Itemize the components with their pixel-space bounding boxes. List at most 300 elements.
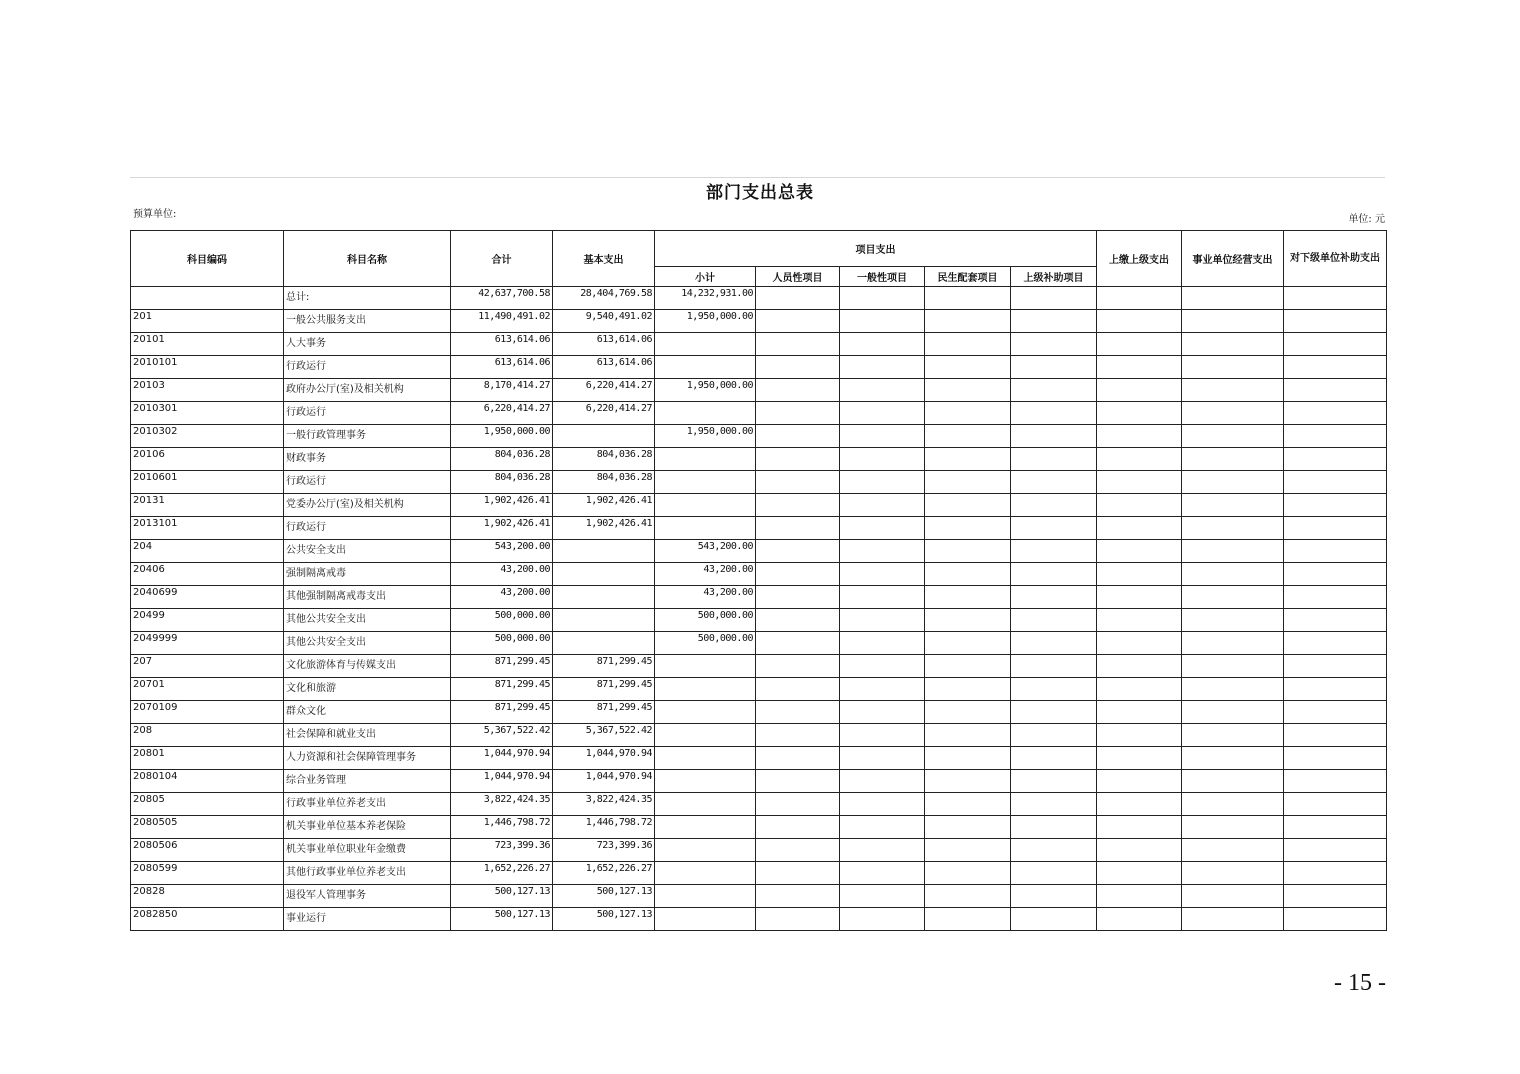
cell-general xyxy=(840,724,925,747)
cell-code: 20106 xyxy=(131,448,284,471)
cell-name: 行政运行 xyxy=(284,517,451,540)
cell-total: 613,614.06 xyxy=(451,356,553,379)
table-row xyxy=(131,287,1387,310)
cell-basic: 5,367,522.42 xyxy=(553,724,655,747)
cell-to-superior xyxy=(1097,839,1182,862)
cell-business xyxy=(1182,632,1284,655)
cell-business xyxy=(1182,379,1284,402)
cell-general xyxy=(840,379,925,402)
cell-to-subordinate xyxy=(1284,793,1387,816)
cell-name: 一般行政管理事务 xyxy=(284,425,451,448)
cell-personnel xyxy=(756,540,840,563)
cell-business xyxy=(1182,356,1284,379)
cell-general xyxy=(840,402,925,425)
cell-basic: 871,299.45 xyxy=(553,701,655,724)
cell-superior-subsidy xyxy=(1011,563,1097,586)
cell-basic: 6,220,414.27 xyxy=(553,402,655,425)
cell-basic: 9,540,491.02 xyxy=(553,310,655,333)
cell-name: 行政事业单位养老支出 xyxy=(284,793,451,816)
cell-business xyxy=(1182,333,1284,356)
header-basic: 基本支出 xyxy=(553,231,655,287)
cell-basic: 500,127.13 xyxy=(553,908,655,931)
cell-basic: 500,127.13 xyxy=(553,885,655,908)
cell-superior-subsidy xyxy=(1011,701,1097,724)
cell-business xyxy=(1182,816,1284,839)
cell-superior-subsidy xyxy=(1011,609,1097,632)
cell-total: 871,299.45 xyxy=(451,655,553,678)
cell-basic: 1,902,426.41 xyxy=(553,517,655,540)
cell-livelihood xyxy=(925,747,1011,770)
cell-code: 2080506 xyxy=(131,839,284,862)
header-superior-subsidy: 上级补助项目 xyxy=(1011,267,1097,287)
cell-to-subordinate xyxy=(1284,839,1387,862)
expenditure-table xyxy=(130,230,1387,931)
header-subtotal: 小计 xyxy=(655,267,756,287)
cell-basic: 1,902,426.41 xyxy=(553,494,655,517)
cell-basic: 1,446,798.72 xyxy=(553,816,655,839)
cell-livelihood xyxy=(925,632,1011,655)
cell-superior-subsidy xyxy=(1011,379,1097,402)
cell-name: 其他公共安全支出 xyxy=(284,632,451,655)
cell-basic: 3,822,424.35 xyxy=(553,793,655,816)
cell-basic: 613,614.06 xyxy=(553,356,655,379)
cell-business xyxy=(1182,885,1284,908)
cell-to-superior xyxy=(1097,678,1182,701)
cell-to-subordinate xyxy=(1284,908,1387,931)
table-row xyxy=(131,540,1387,563)
page-number: - 15 - xyxy=(1334,970,1386,996)
cell-total: 500,000.00 xyxy=(451,632,553,655)
cell-livelihood xyxy=(925,862,1011,885)
cell-to-superior xyxy=(1097,471,1182,494)
cell-to-subordinate xyxy=(1284,816,1387,839)
cell-general xyxy=(840,494,925,517)
cell-code: 2080104 xyxy=(131,770,284,793)
cell-personnel xyxy=(756,494,840,517)
cell-name: 人大事务 xyxy=(284,333,451,356)
cell-subtotal xyxy=(655,678,756,701)
cell-total: 11,490,491.02 xyxy=(451,310,553,333)
cell-subtotal xyxy=(655,908,756,931)
cell-to-subordinate xyxy=(1284,517,1387,540)
cell-superior-subsidy xyxy=(1011,333,1097,356)
cell-code: 20701 xyxy=(131,678,284,701)
cell-subtotal xyxy=(655,655,756,678)
cell-subtotal xyxy=(655,747,756,770)
cell-name: 其他强制隔离戒毒支出 xyxy=(284,586,451,609)
header-to-superior: 上缴上级支出 xyxy=(1097,231,1182,287)
cell-superior-subsidy xyxy=(1011,770,1097,793)
cell-code: 204 xyxy=(131,540,284,563)
cell-name: 机关事业单位基本养老保险 xyxy=(284,816,451,839)
cell-code: 207 xyxy=(131,655,284,678)
cell-basic: 871,299.45 xyxy=(553,678,655,701)
cell-total: 8,170,414.27 xyxy=(451,379,553,402)
cell-subtotal: 43,200.00 xyxy=(655,586,756,609)
cell-to-subordinate xyxy=(1284,540,1387,563)
cell-to-subordinate xyxy=(1284,724,1387,747)
cell-to-superior xyxy=(1097,862,1182,885)
cell-subtotal: 14,232,931.00 xyxy=(655,287,756,310)
cell-business xyxy=(1182,839,1284,862)
cell-to-superior xyxy=(1097,448,1182,471)
cell-total: 500,127.13 xyxy=(451,908,553,931)
cell-total: 871,299.45 xyxy=(451,678,553,701)
cell-superior-subsidy xyxy=(1011,586,1097,609)
cell-personnel xyxy=(756,793,840,816)
cell-to-superior xyxy=(1097,425,1182,448)
cell-personnel xyxy=(756,655,840,678)
cell-total: 1,902,426.41 xyxy=(451,494,553,517)
cell-code: 2010301 xyxy=(131,402,284,425)
cell-basic xyxy=(553,586,655,609)
cell-livelihood xyxy=(925,402,1011,425)
header-code: 科目编码 xyxy=(131,231,284,287)
cell-personnel xyxy=(756,770,840,793)
cell-to-superior xyxy=(1097,356,1182,379)
cell-personnel xyxy=(756,609,840,632)
cell-general xyxy=(840,816,925,839)
cell-personnel xyxy=(756,586,840,609)
cell-business xyxy=(1182,287,1284,310)
cell-basic: 613,614.06 xyxy=(553,333,655,356)
cell-code: 20406 xyxy=(131,563,284,586)
cell-name: 综合业务管理 xyxy=(284,770,451,793)
cell-basic: 28,404,769.58 xyxy=(553,287,655,310)
cell-livelihood xyxy=(925,517,1011,540)
cell-total: 3,822,424.35 xyxy=(451,793,553,816)
cell-name: 一般公共服务支出 xyxy=(284,310,451,333)
cell-personnel xyxy=(756,356,840,379)
cell-livelihood xyxy=(925,471,1011,494)
table-row xyxy=(131,885,1387,908)
table-row xyxy=(131,862,1387,885)
cell-to-subordinate xyxy=(1284,310,1387,333)
cell-to-superior xyxy=(1097,655,1182,678)
cell-subtotal: 1,950,000.00 xyxy=(655,310,756,333)
cell-name: 公共安全支出 xyxy=(284,540,451,563)
cell-subtotal xyxy=(655,770,756,793)
cell-total: 1,446,798.72 xyxy=(451,816,553,839)
cell-general xyxy=(840,540,925,563)
cell-business xyxy=(1182,908,1284,931)
cell-to-superior xyxy=(1097,517,1182,540)
cell-business xyxy=(1182,862,1284,885)
cell-general xyxy=(840,655,925,678)
cell-total: 804,036.28 xyxy=(451,448,553,471)
cell-personnel xyxy=(756,425,840,448)
cell-livelihood xyxy=(925,356,1011,379)
cell-to-subordinate xyxy=(1284,333,1387,356)
cell-superior-subsidy xyxy=(1011,747,1097,770)
cell-name: 行政运行 xyxy=(284,402,451,425)
cell-to-superior xyxy=(1097,816,1182,839)
cell-to-superior xyxy=(1097,310,1182,333)
cell-livelihood xyxy=(925,425,1011,448)
cell-superior-subsidy xyxy=(1011,793,1097,816)
cell-total: 871,299.45 xyxy=(451,701,553,724)
cell-general xyxy=(840,862,925,885)
cell-to-superior xyxy=(1097,701,1182,724)
cell-to-superior xyxy=(1097,724,1182,747)
cell-superior-subsidy xyxy=(1011,862,1097,885)
cell-superior-subsidy xyxy=(1011,471,1097,494)
cell-general xyxy=(840,448,925,471)
cell-to-subordinate xyxy=(1284,494,1387,517)
cell-livelihood xyxy=(925,287,1011,310)
cell-superior-subsidy xyxy=(1011,655,1097,678)
table-row xyxy=(131,770,1387,793)
cell-general xyxy=(840,793,925,816)
cell-code: 201 xyxy=(131,310,284,333)
table-row xyxy=(131,701,1387,724)
cell-to-subordinate xyxy=(1284,609,1387,632)
table-row xyxy=(131,678,1387,701)
cell-general xyxy=(840,908,925,931)
cell-livelihood xyxy=(925,816,1011,839)
table-row xyxy=(131,310,1387,333)
cell-livelihood xyxy=(925,724,1011,747)
cell-to-subordinate xyxy=(1284,632,1387,655)
cell-basic xyxy=(553,425,655,448)
cell-total: 1,950,000.00 xyxy=(451,425,553,448)
cell-livelihood xyxy=(925,793,1011,816)
cell-livelihood xyxy=(925,701,1011,724)
cell-superior-subsidy xyxy=(1011,724,1097,747)
cell-code: 20103 xyxy=(131,379,284,402)
cell-personnel xyxy=(756,678,840,701)
cell-general xyxy=(840,770,925,793)
cell-to-subordinate xyxy=(1284,770,1387,793)
cell-personnel xyxy=(756,632,840,655)
cell-total: 1,902,426.41 xyxy=(451,517,553,540)
cell-business xyxy=(1182,517,1284,540)
cell-name: 党委办公厅(室)及相关机构 xyxy=(284,494,451,517)
cell-code: 2010601 xyxy=(131,471,284,494)
table-row xyxy=(131,793,1387,816)
cell-to-subordinate xyxy=(1284,287,1387,310)
cell-to-superior xyxy=(1097,402,1182,425)
cell-subtotal xyxy=(655,448,756,471)
table-row xyxy=(131,609,1387,632)
table-row xyxy=(131,586,1387,609)
cell-code: 2010302 xyxy=(131,425,284,448)
cell-to-subordinate xyxy=(1284,747,1387,770)
cell-livelihood xyxy=(925,333,1011,356)
cell-basic: 1,044,970.94 xyxy=(553,747,655,770)
cell-code: 2040699 xyxy=(131,586,284,609)
cell-personnel xyxy=(756,839,840,862)
cell-name: 行政运行 xyxy=(284,356,451,379)
header-to-subordinate: 对下级单位补助支出 xyxy=(1284,231,1387,287)
cell-business xyxy=(1182,793,1284,816)
cell-personnel xyxy=(756,747,840,770)
cell-superior-subsidy xyxy=(1011,908,1097,931)
cell-livelihood xyxy=(925,609,1011,632)
cell-to-subordinate xyxy=(1284,356,1387,379)
cell-superior-subsidy xyxy=(1011,448,1097,471)
cell-basic: 1,652,226.27 xyxy=(553,862,655,885)
currency-unit-label: 单位: 元 xyxy=(1348,214,1385,225)
cell-to-superior xyxy=(1097,609,1182,632)
cell-livelihood xyxy=(925,586,1011,609)
cell-general xyxy=(840,425,925,448)
cell-total: 43,200.00 xyxy=(451,563,553,586)
cell-code xyxy=(131,287,284,310)
cell-subtotal xyxy=(655,494,756,517)
cell-general xyxy=(840,586,925,609)
cell-superior-subsidy xyxy=(1011,402,1097,425)
cell-business xyxy=(1182,448,1284,471)
cell-basic xyxy=(553,563,655,586)
cell-code: 208 xyxy=(131,724,284,747)
cell-name: 机关事业单位职业年金缴费 xyxy=(284,839,451,862)
cell-general xyxy=(840,885,925,908)
cell-superior-subsidy xyxy=(1011,540,1097,563)
cell-to-superior xyxy=(1097,885,1182,908)
cell-superior-subsidy xyxy=(1011,885,1097,908)
cell-business xyxy=(1182,655,1284,678)
cell-livelihood xyxy=(925,885,1011,908)
cell-business xyxy=(1182,471,1284,494)
cell-livelihood xyxy=(925,494,1011,517)
cell-total: 1,044,970.94 xyxy=(451,770,553,793)
table-row xyxy=(131,379,1387,402)
cell-personnel xyxy=(756,310,840,333)
cell-general xyxy=(840,632,925,655)
table-row xyxy=(131,333,1387,356)
cell-to-superior xyxy=(1097,379,1182,402)
cell-basic: 6,220,414.27 xyxy=(553,379,655,402)
cell-superior-subsidy xyxy=(1011,816,1097,839)
cell-business xyxy=(1182,310,1284,333)
cell-personnel xyxy=(756,448,840,471)
cell-livelihood xyxy=(925,908,1011,931)
cell-subtotal xyxy=(655,517,756,540)
table-row xyxy=(131,448,1387,471)
cell-name: 财政事务 xyxy=(284,448,451,471)
cell-name: 强制隔离戒毒 xyxy=(284,563,451,586)
cell-general xyxy=(840,517,925,540)
cell-superior-subsidy xyxy=(1011,632,1097,655)
cell-superior-subsidy xyxy=(1011,425,1097,448)
cell-total: 500,127.13 xyxy=(451,885,553,908)
cell-personnel xyxy=(756,862,840,885)
cell-personnel xyxy=(756,517,840,540)
cell-to-subordinate xyxy=(1284,563,1387,586)
cell-personnel xyxy=(756,471,840,494)
cell-name: 行政运行 xyxy=(284,471,451,494)
header-livelihood: 民生配套项目 xyxy=(925,267,1011,287)
cell-total: 5,367,522.42 xyxy=(451,724,553,747)
cell-livelihood xyxy=(925,540,1011,563)
cell-general xyxy=(840,701,925,724)
cell-to-superior xyxy=(1097,333,1182,356)
cell-personnel xyxy=(756,724,840,747)
cell-superior-subsidy xyxy=(1011,839,1097,862)
cell-business xyxy=(1182,402,1284,425)
cell-business xyxy=(1182,724,1284,747)
table-row xyxy=(131,632,1387,655)
cell-superior-subsidy xyxy=(1011,310,1097,333)
cell-personnel xyxy=(756,333,840,356)
cell-subtotal: 1,950,000.00 xyxy=(655,425,756,448)
cell-name: 文化和旅游 xyxy=(284,678,451,701)
page-title: 部门支出总表 xyxy=(706,183,814,203)
cell-code: 20828 xyxy=(131,885,284,908)
cell-subtotal xyxy=(655,356,756,379)
cell-livelihood xyxy=(925,770,1011,793)
cell-to-superior xyxy=(1097,563,1182,586)
cell-to-superior xyxy=(1097,793,1182,816)
cell-subtotal xyxy=(655,885,756,908)
cell-subtotal xyxy=(655,724,756,747)
cell-superior-subsidy xyxy=(1011,494,1097,517)
cell-name: 其他公共安全支出 xyxy=(284,609,451,632)
cell-livelihood xyxy=(925,448,1011,471)
cell-to-superior xyxy=(1097,632,1182,655)
table-row xyxy=(131,724,1387,747)
table-row xyxy=(131,356,1387,379)
cell-personnel xyxy=(756,908,840,931)
cell-to-superior xyxy=(1097,770,1182,793)
cell-name: 人力资源和社会保障管理事务 xyxy=(284,747,451,770)
cell-general xyxy=(840,287,925,310)
cell-general xyxy=(840,356,925,379)
cell-basic xyxy=(553,632,655,655)
cell-livelihood xyxy=(925,655,1011,678)
cell-to-subordinate xyxy=(1284,448,1387,471)
cell-to-subordinate xyxy=(1284,379,1387,402)
cell-general xyxy=(840,310,925,333)
cell-subtotal xyxy=(655,862,756,885)
cell-general xyxy=(840,678,925,701)
cell-total: 500,000.00 xyxy=(451,609,553,632)
cell-name: 事业运行 xyxy=(284,908,451,931)
cell-subtotal xyxy=(655,701,756,724)
cell-subtotal xyxy=(655,839,756,862)
table-row xyxy=(131,839,1387,862)
table-row xyxy=(131,517,1387,540)
cell-basic xyxy=(553,609,655,632)
table-body xyxy=(131,287,1387,931)
cell-basic xyxy=(553,540,655,563)
cell-personnel xyxy=(756,701,840,724)
cell-to-superior xyxy=(1097,908,1182,931)
cell-total: 543,200.00 xyxy=(451,540,553,563)
cell-to-subordinate xyxy=(1284,885,1387,908)
header-general: 一般性项目 xyxy=(840,267,925,287)
cell-name: 文化旅游体育与传媒支出 xyxy=(284,655,451,678)
cell-total: 6,220,414.27 xyxy=(451,402,553,425)
cell-code: 20131 xyxy=(131,494,284,517)
cell-subtotal: 1,950,000.00 xyxy=(655,379,756,402)
cell-subtotal: 543,200.00 xyxy=(655,540,756,563)
cell-general xyxy=(840,839,925,862)
cell-general xyxy=(840,471,925,494)
cell-to-subordinate xyxy=(1284,655,1387,678)
cell-code: 2080599 xyxy=(131,862,284,885)
cell-subtotal: 500,000.00 xyxy=(655,632,756,655)
header-personnel: 人员性项目 xyxy=(756,267,840,287)
cell-livelihood xyxy=(925,379,1011,402)
cell-subtotal xyxy=(655,471,756,494)
cell-basic: 871,299.45 xyxy=(553,655,655,678)
cell-business xyxy=(1182,701,1284,724)
budget-unit-label: 预算单位: xyxy=(133,209,177,220)
table-row xyxy=(131,908,1387,931)
cell-subtotal: 500,000.00 xyxy=(655,609,756,632)
